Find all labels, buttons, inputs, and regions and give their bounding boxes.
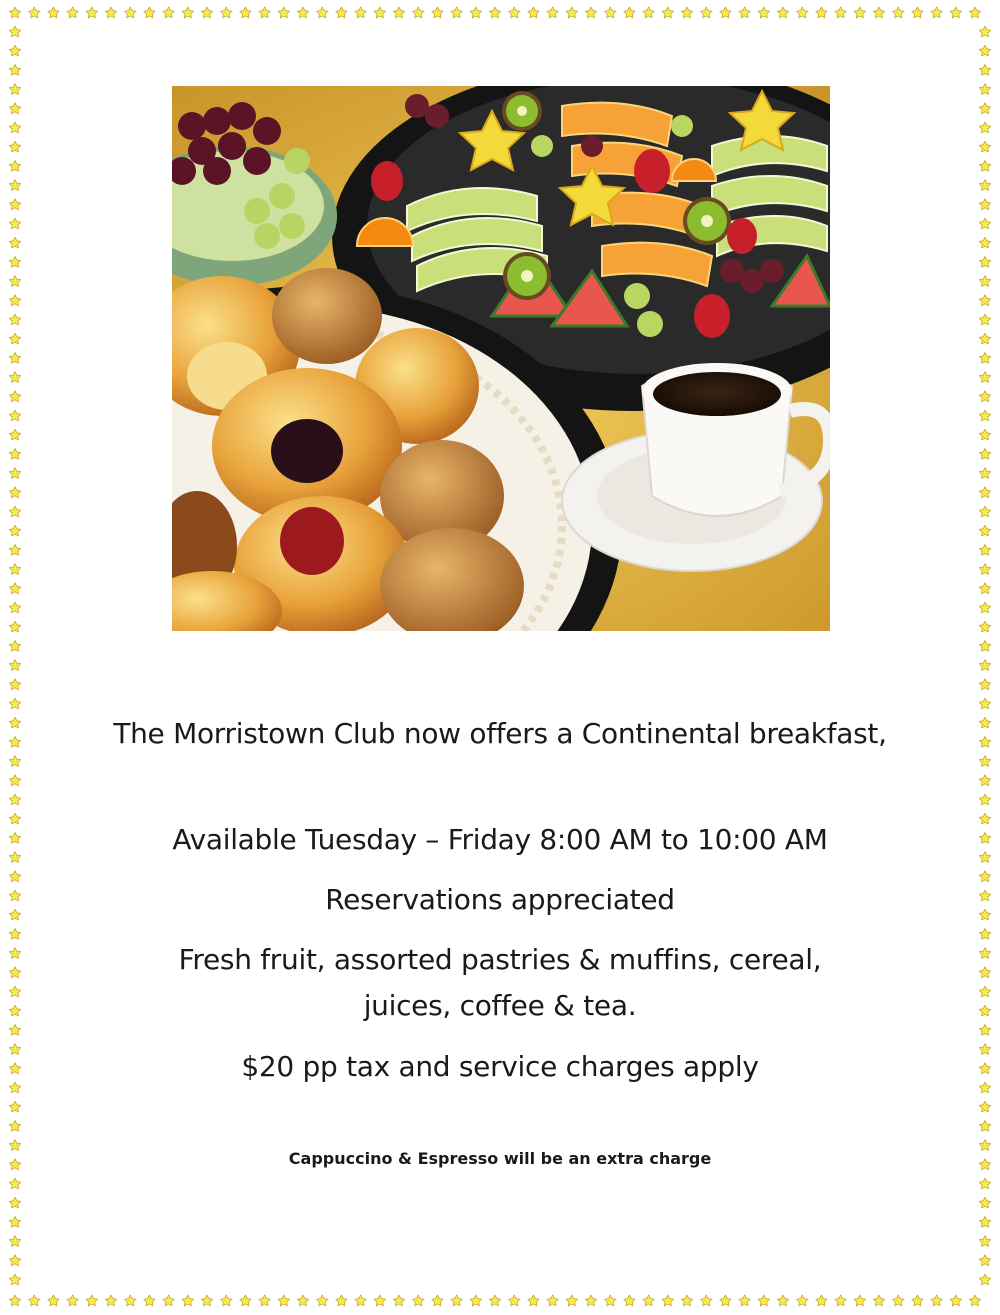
- star-icon: [9, 1063, 20, 1074]
- star-icon: [9, 448, 20, 459]
- star-icon: [979, 237, 990, 248]
- star-icon: [9, 1236, 20, 1247]
- star-icon: [9, 314, 20, 325]
- star-icon: [67, 1295, 78, 1306]
- star-icon: [9, 621, 20, 632]
- star-icon: [979, 1197, 990, 1208]
- star-icon: [9, 660, 20, 671]
- star-icon: [9, 256, 20, 267]
- price-paragraph: $20 pp tax and service charges apply: [241, 1050, 759, 1083]
- star-icon: [9, 1101, 20, 1112]
- star-icon: [979, 333, 990, 344]
- star-icon: [931, 1295, 942, 1306]
- star-icon: [979, 103, 990, 114]
- star-icon: [979, 372, 990, 383]
- star-icon: [979, 948, 990, 959]
- star-icon: [9, 276, 20, 287]
- star-icon: [9, 1044, 20, 1055]
- star-icon: [979, 1140, 990, 1151]
- star-icon: [979, 832, 990, 843]
- star-icon: [9, 679, 20, 690]
- star-icon: [9, 372, 20, 383]
- star-icon: [979, 1178, 990, 1189]
- star-icon: [9, 1274, 20, 1285]
- star-icon: [950, 7, 961, 18]
- star-icon: [979, 640, 990, 651]
- star-icon: [979, 256, 990, 267]
- star-icon: [979, 410, 990, 421]
- star-icon: [979, 429, 990, 440]
- star-icon: [67, 7, 78, 18]
- star-icon: [9, 333, 20, 344]
- star-icon: [979, 794, 990, 805]
- star-border-right: [979, 26, 990, 1285]
- star-icon: [9, 852, 20, 863]
- star-icon: [979, 1274, 990, 1285]
- star-icon: [979, 45, 990, 56]
- star-icon: [969, 7, 980, 18]
- star-icon: [9, 698, 20, 709]
- star-icon: [9, 640, 20, 651]
- star-icon: [979, 928, 990, 939]
- star-icon: [9, 410, 20, 421]
- star-icon: [9, 794, 20, 805]
- star-icon: [912, 7, 923, 18]
- star-icon: [979, 602, 990, 613]
- star-icon: [979, 1236, 990, 1247]
- star-icon: [979, 698, 990, 709]
- star-icon: [979, 660, 990, 671]
- star-icon: [9, 564, 20, 575]
- star-icon: [9, 7, 20, 18]
- star-icon: [979, 391, 990, 402]
- star-icon: [979, 1101, 990, 1112]
- star-icon: [9, 160, 20, 171]
- star-icon: [86, 1295, 97, 1306]
- star-icon: [979, 890, 990, 901]
- star-icon: [979, 199, 990, 210]
- availability-paragraph: Available Tuesday – Friday 8:00 AM to 10:00 AM: [172, 823, 828, 856]
- star-icon: [86, 7, 97, 18]
- star-icon: [9, 468, 20, 479]
- star-icon: [979, 276, 990, 287]
- star-icon: [28, 1295, 39, 1306]
- star-icon: [979, 736, 990, 747]
- star-icon: [979, 756, 990, 767]
- star-icon: [979, 1082, 990, 1093]
- star-icon: [9, 84, 20, 95]
- star-icon: [979, 1216, 990, 1227]
- star-icon: [9, 122, 20, 133]
- extra-charge-note: Cappuccino & Espresso will be an extra charge: [288, 1149, 712, 1168]
- reservations-paragraph: Reservations appreciated: [325, 883, 675, 916]
- intro-paragraph: The Morristown Club now offers a Continental breakfast,: [113, 717, 887, 750]
- star-icon: [9, 832, 20, 843]
- star-icon: [9, 986, 20, 997]
- star-icon: [9, 1140, 20, 1151]
- star-icon: [979, 141, 990, 152]
- star-icon: [979, 487, 990, 498]
- star-icon: [912, 1295, 923, 1306]
- star-icon: [979, 26, 990, 37]
- star-icon: [969, 1295, 980, 1306]
- star-icon: [9, 103, 20, 114]
- star-icon: [28, 7, 39, 18]
- star-border-left: [9, 26, 20, 1285]
- star-icon: [9, 736, 20, 747]
- star-icon: [979, 314, 990, 325]
- star-icon: [9, 967, 20, 978]
- star-icon: [9, 1082, 20, 1093]
- star-icon: [9, 1197, 20, 1208]
- star-icon: [979, 679, 990, 690]
- star-icon: [979, 775, 990, 786]
- star-icon: [979, 967, 990, 978]
- star-icon: [979, 218, 990, 229]
- star-icon: [979, 506, 990, 517]
- star-icon: [979, 1044, 990, 1055]
- star-icon: [979, 295, 990, 306]
- star-icon: [979, 813, 990, 824]
- star-icon: [9, 218, 20, 229]
- star-icon: [9, 295, 20, 306]
- star-icon: [9, 756, 20, 767]
- star-icon: [979, 1024, 990, 1035]
- star-icon: [9, 391, 20, 402]
- star-icon: [9, 64, 20, 75]
- star-icon: [9, 45, 20, 56]
- star-icon: [9, 813, 20, 824]
- menu-paragraph: Fresh fruit, assorted pastries & muffins, cereal, juices, coffee & tea.: [178, 943, 822, 1022]
- star-icon: [950, 1295, 961, 1306]
- star-icon: [9, 237, 20, 248]
- star-icon: [9, 1024, 20, 1035]
- star-icon: [9, 1216, 20, 1227]
- star-icon: [9, 775, 20, 786]
- star-icon: [979, 352, 990, 363]
- star-icon: [979, 871, 990, 882]
- star-icon: [979, 544, 990, 555]
- star-icon: [9, 525, 20, 536]
- star-icon: [9, 1159, 20, 1170]
- flyer-text: [100, 0, 900, 1315]
- star-icon: [979, 468, 990, 479]
- star-icon: [979, 986, 990, 997]
- star-icon: [979, 583, 990, 594]
- star-icon: [979, 1005, 990, 1016]
- star-icon: [9, 26, 20, 37]
- star-icon: [9, 180, 20, 191]
- star-icon: [48, 1295, 59, 1306]
- star-icon: [9, 1120, 20, 1131]
- star-icon: [979, 1255, 990, 1266]
- star-icon: [979, 448, 990, 459]
- star-icon: [9, 544, 20, 555]
- star-icon: [9, 1178, 20, 1189]
- star-icon: [9, 717, 20, 728]
- star-icon: [979, 180, 990, 191]
- star-icon: [979, 1063, 990, 1074]
- star-icon: [9, 506, 20, 517]
- star-icon: [979, 525, 990, 536]
- star-icon: [979, 852, 990, 863]
- star-icon: [9, 199, 20, 210]
- star-icon: [9, 141, 20, 152]
- star-icon: [931, 7, 942, 18]
- star-icon: [9, 429, 20, 440]
- star-icon: [9, 1295, 20, 1306]
- star-icon: [9, 583, 20, 594]
- star-icon: [48, 7, 59, 18]
- star-icon: [9, 909, 20, 920]
- star-icon: [9, 890, 20, 901]
- star-icon: [9, 602, 20, 613]
- star-icon: [9, 487, 20, 498]
- star-icon: [979, 909, 990, 920]
- star-icon: [979, 84, 990, 95]
- star-icon: [979, 1159, 990, 1170]
- star-icon: [9, 1255, 20, 1266]
- star-icon: [979, 160, 990, 171]
- star-icon: [9, 928, 20, 939]
- star-icon: [9, 1005, 20, 1016]
- star-icon: [9, 948, 20, 959]
- star-icon: [979, 64, 990, 75]
- star-icon: [979, 564, 990, 575]
- star-icon: [979, 1120, 990, 1131]
- star-icon: [9, 352, 20, 363]
- star-icon: [979, 122, 990, 133]
- star-icon: [979, 621, 990, 632]
- star-icon: [9, 871, 20, 882]
- star-icon: [979, 717, 990, 728]
